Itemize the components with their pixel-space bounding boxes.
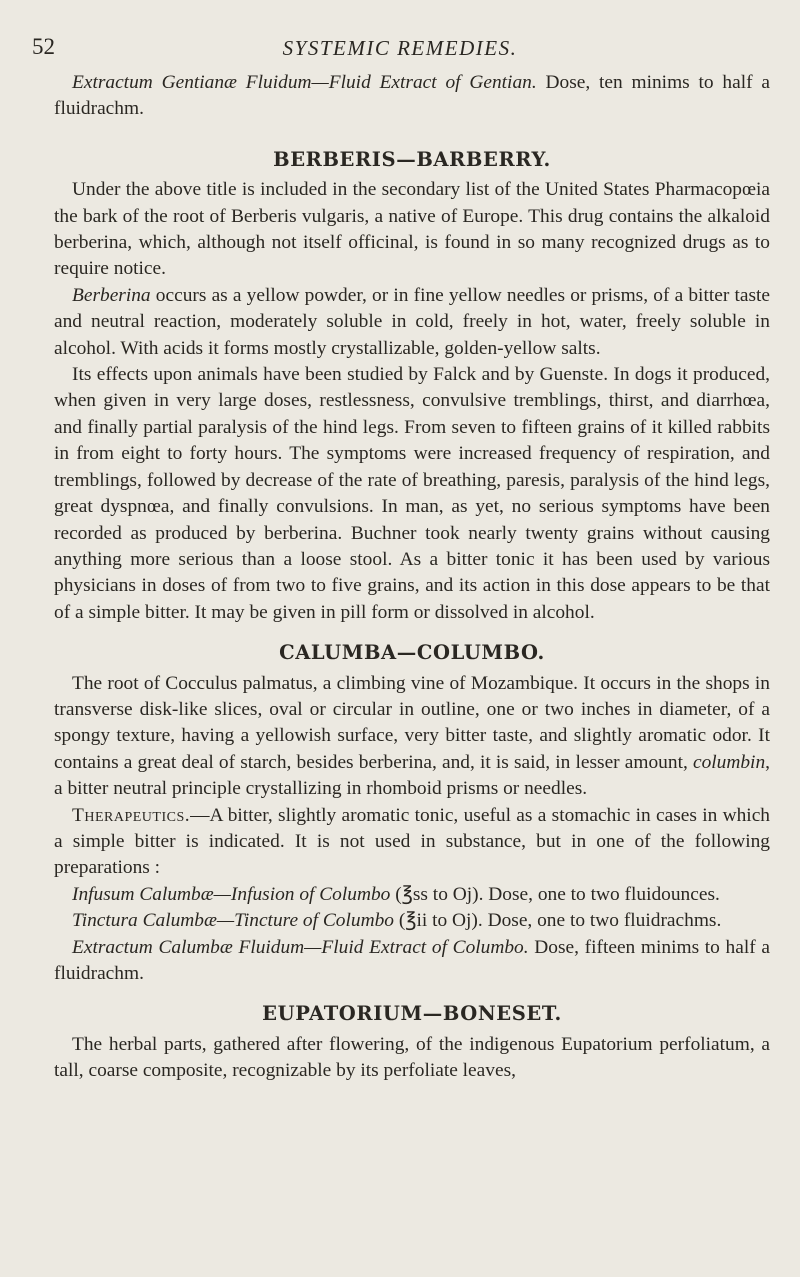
page-body: [54, 70, 770, 1085]
eupatorium-heading: EUPATORIUM—BONESET.: [262, 1002, 562, 1026]
berberis-heading: BERBERIS—BARBERRY.: [273, 147, 551, 171]
gentian-extract-dose: Dose, ten minims to half a fluidrachm.: [54, 72, 770, 120]
gentian-extract-entry: [54, 70, 770, 123]
calumba-heading: CALUMBA—COLUMBO.: [279, 641, 545, 665]
running-head: SYSTEMIC REMEDIES.: [282, 36, 518, 60]
columbin-term: columbin: [692, 751, 766, 773]
page-number: 52: [32, 34, 55, 59]
berberis-paragraph-2: Berberina occurs as a yellow powder, or in fine yellow needles or prisms, of a bitter taste and neutral reaction, moderately soluble in cold, freely in hot, water, freely soluble in alcohol. With acids it forms mostly crystallizable, golden-yellow salts.: [54, 284, 770, 359]
page-header: [0, 34, 800, 64]
calumba-tincture: Tinctura Calumbæ—Tincture of Columbo (℥ii to Oj). Dose, one to two fluidrachms.: [72, 910, 722, 932]
gentian-extract-name: Extractum Gentianæ Fluidum—Fluid Extract of Gentian.: [72, 72, 537, 93]
berberis-paragraph-3: Its effects upon animals have been studied by Falck and by Guenste. In dogs it produced, when given in very large doses, restlessness, convulsive tremblings, thirst, and diarrhœa, and finally partial paralysis of the hind legs. From seven to fifteen grains of it killed rabbits in from eight to forty hours. The symptoms were increased frequency of respiration, and tremblings, followed by decrease of the rate of breathing, paresis, paralysis of the hind legs, great dyspnœa, and finally convulsions. In man, as yet, no serious symptoms have been recorded as produced by berberina. Buchner took nearly twenty grains without causing anything more serious than a loose stool. As a bitter tonic it has been used by various physicians in doses of from two to five grains, and its action in this dose appears to be that of a simple bitter. It may be given in pill form or dissolved in alcohol.: [54, 364, 770, 623]
tincture-name: Tinctura Calumbæ—Tincture of Columbo: [72, 910, 394, 932]
calumba-fluid-extract: Extractum Calumbæ Fluidum—Fluid Extract of Columbo. Dose, fifteen minims to half a fluidrachm.: [54, 936, 770, 984]
eupatorium-paragraph-1: The herbal parts, gathered after flowering, of the indigenous Eupatorium perfoliatum, a tall, coarse composite, recognizable by its perfoliate leaves,: [54, 1033, 770, 1082]
calumba-paragraph-1: The root of Cocculus palmatus, a climbing vine of Mozambique. It occurs in the shops in transverse disk-like slices, oval or circular in outline, one or two inches in diameter, of a spongy texture, having a yellowish surface, very bitter taste, and slightly aromatic odor. It contains a great deal of starch, besides berberina, and, it is said, in lesser amount, columbin, a bitter neutral principle crystallizing in rhomboid prisms or needles.: [54, 672, 770, 800]
infusion-name: Infusum Calumbæ—Infusion of Columbo: [72, 883, 391, 905]
therapeutics-label: Therapeutics.: [72, 804, 191, 826]
berberina-term: Berberina: [72, 284, 151, 306]
berberis-paragraph-1: Under the above title is included in the secondary list of the United States Pharmacopœia the bark of the root of Berberis vulgaris, a native of Europe. This drug contains the alkaloid berberina, which, although not itself officinal, is found in so many recognized drugs as to require notice.: [54, 179, 770, 280]
calumba-infusion: Infusum Calumbæ—Infusion of Columbo (℥ss to Oj). Dose, one to two fluidounces.: [72, 883, 720, 905]
fluid-extract-name: Extractum Calumbæ Fluidum—Fluid Extract of Columbo.: [72, 936, 529, 958]
calumba-therapeutics: Therapeutics.—A bitter, slightly aromatic tonic, useful as a stomachic in cases in which a simple bitter is indicated. It is not used in substance, but in one of the following preparations :: [54, 804, 770, 879]
